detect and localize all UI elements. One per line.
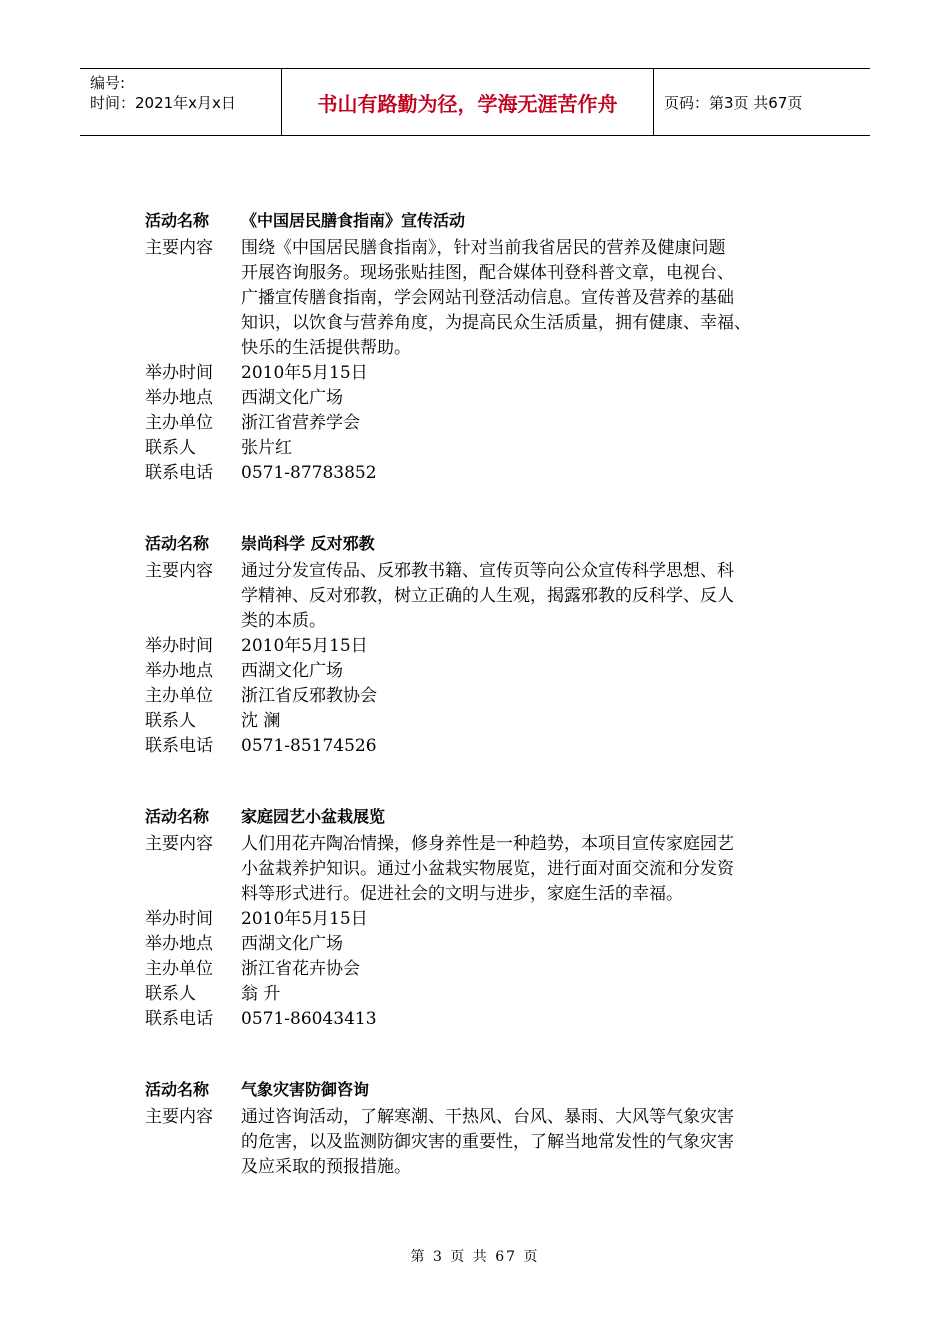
activity-place-row: [145, 659, 825, 684]
activity-name-row: [145, 531, 825, 556]
page-header: [80, 68, 870, 136]
activity-name-label: 活动名称: [145, 534, 210, 553]
activity-host-row: [145, 684, 825, 709]
activity-time-row: [145, 907, 825, 932]
activity-content-row: [145, 832, 825, 907]
activity-contact: 张片红: [241, 438, 292, 458]
content-line: 的危害，以及监测防御灾害的重要性，了解当地常发性的气象灾害: [241, 1132, 734, 1152]
activity-phone-row: [145, 734, 825, 759]
activity-contact-row: [145, 982, 825, 1007]
activity-phone-label: 联系电话: [145, 463, 213, 483]
activity-item: [145, 804, 825, 1032]
header-motto: 书山有路勤为径，学海无涯苦作舟: [282, 69, 654, 135]
activity-name-row: [145, 208, 825, 233]
activity-content: [241, 559, 811, 634]
activity-name: 《中国居民膳食指南》宣传活动: [241, 211, 466, 230]
content-line: 及应采取的预报措施。: [241, 1157, 411, 1177]
activity-time-label: 举办时间: [145, 363, 213, 383]
activity-name: 气象灾害防御咨询: [241, 1080, 370, 1099]
activity-host: 浙江省营养学会: [241, 413, 360, 433]
activity-phone-label: 联系电话: [145, 1009, 213, 1029]
content-line: 通过咨询活动，了解寒潮、干热风、台风、暴雨、大风等气象灾害: [241, 1107, 734, 1127]
activity-time-label: 举办时间: [145, 636, 213, 656]
activity-host: 浙江省花卉协会: [241, 959, 360, 979]
content-line: 开展咨询服务。现场张贴挂图，配合媒体刊登科普文章，电视台、: [241, 263, 734, 283]
activity-phone-row: [145, 1007, 825, 1032]
activity-place-row: [145, 932, 825, 957]
activity-name-label: 活动名称: [145, 807, 210, 826]
activity-contact-label: 联系人: [145, 438, 196, 458]
activity-content-row: [145, 1105, 825, 1180]
content-line: 知识，以饮食与营养角度，为提高民众生活质量，拥有健康、幸福、: [241, 313, 751, 333]
content-line: 快乐的生活提供帮助。: [241, 338, 411, 358]
activity-name: 崇尚科学 反对邪教: [241, 534, 375, 553]
header-number: 编号:: [90, 74, 126, 92]
activity-place-label: 举办地点: [145, 934, 213, 954]
activity-content-row: [145, 559, 825, 634]
activity-time-row: [145, 634, 825, 659]
content-line: 料等形式进行。促进社会的文明与进步，家庭生活的幸福。: [241, 884, 683, 904]
activity-phone: 0571-87783852: [241, 463, 377, 483]
content-line: 小盆栽养护知识。通过小盆栽实物展览，进行面对面交流和分发资: [241, 859, 734, 879]
activity-content-label: 主要内容: [145, 561, 213, 581]
activity-content-row: [145, 236, 825, 361]
activity-content-label: 主要内容: [145, 238, 213, 258]
activity-contact: 沈 澜: [241, 711, 281, 731]
page-footer: 第 3 页 共 67 页: [410, 1249, 540, 1265]
activity-contact: 翁 升: [241, 984, 281, 1004]
activity-item: [145, 1077, 825, 1180]
activity-host-label: 主办单位: [145, 413, 213, 433]
activity-item: [145, 208, 825, 486]
activity-place-label: 举办地点: [145, 388, 213, 408]
activity-contact-row: [145, 436, 825, 461]
header-meta: [80, 69, 282, 135]
activity-phone: 0571-86043413: [241, 1009, 377, 1029]
activity-host-label: 主办单位: [145, 959, 213, 979]
activity-place: 西湖文化广场: [241, 934, 343, 954]
activity-place-row: [145, 386, 825, 411]
content-line: 广播宣传膳食指南，学会网站刊登活动信息。宣传普及营养的基础: [241, 288, 734, 308]
activity-list: [145, 208, 825, 1225]
activity-host-label: 主办单位: [145, 686, 213, 706]
activity-content-label: 主要内容: [145, 834, 213, 854]
activity-phone: 0571-85174526: [241, 736, 377, 756]
activity-name-row: [145, 1077, 825, 1102]
activity-name-label: 活动名称: [145, 211, 210, 230]
activity-content: [241, 1105, 811, 1180]
content-line: 围绕《中国居民膳食指南》，针对当前我省居民的营养及健康问题: [241, 238, 726, 258]
header-time: 时间：2021年x月x日: [90, 94, 236, 112]
activity-content: [241, 832, 811, 907]
content-line: 学精神、反对邪教，树立正确的人生观，揭露邪教的反科学、反人: [241, 586, 734, 606]
activity-contact-label: 联系人: [145, 711, 196, 731]
content-line: 人们用花卉陶冶情操，修身养性是一种趋势，本项目宣传家庭园艺: [241, 834, 734, 854]
activity-contact-label: 联系人: [145, 984, 196, 1004]
content-line: 通过分发宣传品、反邪教书籍、宣传页等向公众宣传科学思想、科: [241, 561, 734, 581]
activity-time: 2010年5月15日: [241, 636, 368, 656]
activity-time-label: 举办时间: [145, 909, 213, 929]
activity-name: 家庭园艺小盆栽展览: [241, 807, 386, 826]
activity-host-row: [145, 411, 825, 436]
activity-phone-label: 联系电话: [145, 736, 213, 756]
header-page-info: 页码：第3页 共67页: [664, 93, 803, 112]
activity-time-row: [145, 361, 825, 386]
activity-contact-row: [145, 709, 825, 734]
activity-place: 西湖文化广场: [241, 661, 343, 681]
activity-place-label: 举办地点: [145, 661, 213, 681]
activity-content-label: 主要内容: [145, 1107, 213, 1127]
activity-phone-row: [145, 461, 825, 486]
activity-content: [241, 236, 811, 361]
activity-name-label: 活动名称: [145, 1080, 210, 1099]
activity-host: 浙江省反邪教协会: [241, 686, 377, 706]
activity-name-row: [145, 804, 825, 829]
activity-time: 2010年5月15日: [241, 363, 368, 383]
activity-host-row: [145, 957, 825, 982]
activity-item: [145, 531, 825, 759]
activity-time: 2010年5月15日: [241, 909, 368, 929]
content-line: 类的本质。: [241, 611, 326, 631]
activity-place: 西湖文化广场: [241, 388, 343, 408]
